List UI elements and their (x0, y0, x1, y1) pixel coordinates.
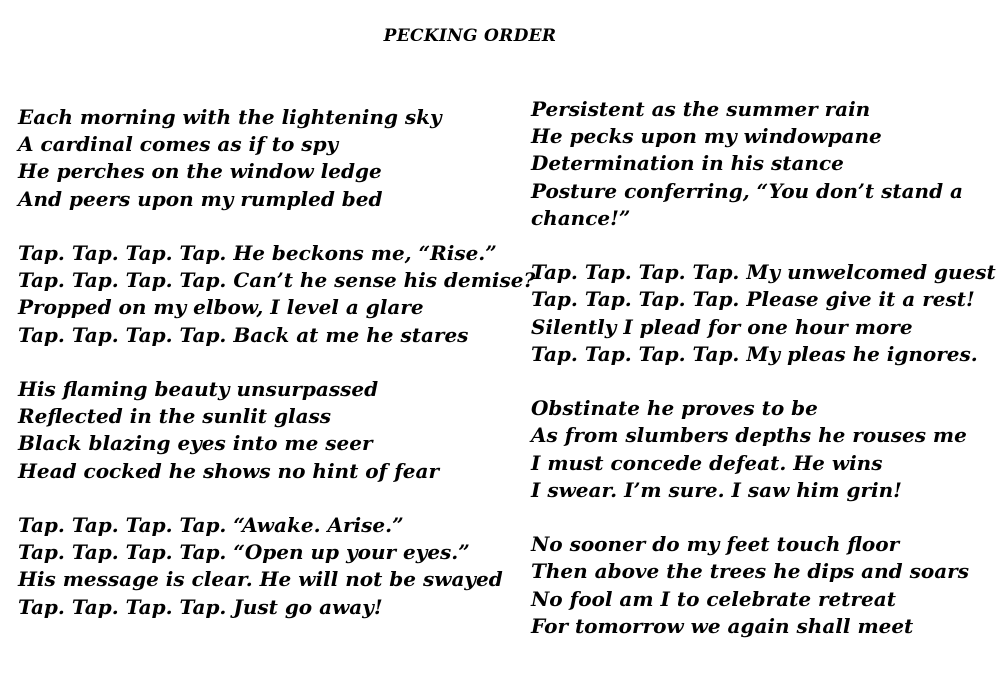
stanza-1 (18, 104, 498, 213)
poem-line: He pecks upon my windowpane (531, 124, 882, 149)
stanza-2 (18, 240, 536, 349)
poem-line: Tap. Tap. Tap. Tap. Can’t he sense his demise? (18, 268, 536, 293)
stanza-3 (18, 376, 498, 485)
poem-line: Tap. Tap. Tap. Tap. Just go away! (18, 594, 383, 619)
stanza-6 (531, 259, 996, 368)
poem-line: And peers upon my rumpled bed (18, 186, 383, 211)
poem-line: He perches on the window ledge (18, 159, 382, 184)
poem-line: Tap. Tap. Tap. Tap. He beckons me, “Rise.” (18, 241, 497, 265)
poem-line: Tap. Tap. Tap. Tap. “Awake. Arise.” (18, 513, 404, 537)
poem-line: Reflected in the sunlit glass (18, 404, 332, 429)
stanza-5 (531, 96, 991, 232)
poem-line: Posture conferring, “You don’t stand a (531, 178, 963, 203)
poem-line: No fool am I to celebrate retreat (531, 586, 896, 611)
poem-line: chance!” (531, 205, 631, 230)
stanza-8 (531, 531, 991, 640)
poem-title: PECKING ORDER (383, 26, 557, 46)
poem-line: As from slumbers depths he rouses me (531, 423, 967, 448)
poem-line: Head cocked he shows no hint of fear (18, 458, 440, 483)
poem-line: Silently I plead for one hour more (531, 314, 913, 339)
poem-line: Each morning with the lightening sky (18, 105, 442, 129)
poem-line: Determination in his stance (531, 151, 844, 176)
poem-line: A cardinal comes as if to spy (18, 132, 339, 157)
poem-line: Propped on my elbow, I level a glare (18, 295, 424, 320)
stanza-7 (531, 395, 991, 504)
left-column (18, 104, 536, 648)
poem-line: Tap. Tap. Tap. Tap. “Open up your eyes.” (18, 540, 470, 565)
poem-line: Tap. Tap. Tap. Tap. Please give it a rest! (531, 287, 975, 312)
poem-line: No sooner do my feet touch floor (531, 532, 900, 557)
poem-line: For tomorrow we again shall meet (531, 613, 914, 638)
poem-line: His flaming beauty unsurpassed (18, 377, 379, 401)
poem-line: Tap. Tap. Tap. Tap. My pleas he ignores. (531, 341, 978, 366)
poem-line: Tap. Tap. Tap. Tap. Back at me he stares (18, 322, 469, 347)
poem-line: Black blazing eyes into me seer (18, 431, 373, 456)
poem-line: Then above the trees he dips and soars (531, 559, 969, 584)
poem-line: I swear. I’m sure. I saw him grin! (531, 477, 902, 502)
right-column (531, 96, 996, 667)
poem-line: I must concede defeat. He wins (531, 450, 883, 475)
poem-line: Persistent as the summer rain (531, 97, 871, 121)
stanza-4 (18, 512, 503, 621)
poem-line: Tap. Tap. Tap. Tap. My unwelcomed guest (531, 260, 996, 285)
poem-line: Obstinate he proves to be (531, 396, 818, 421)
poem-line: His message is clear. He will not be swayed (18, 567, 503, 592)
